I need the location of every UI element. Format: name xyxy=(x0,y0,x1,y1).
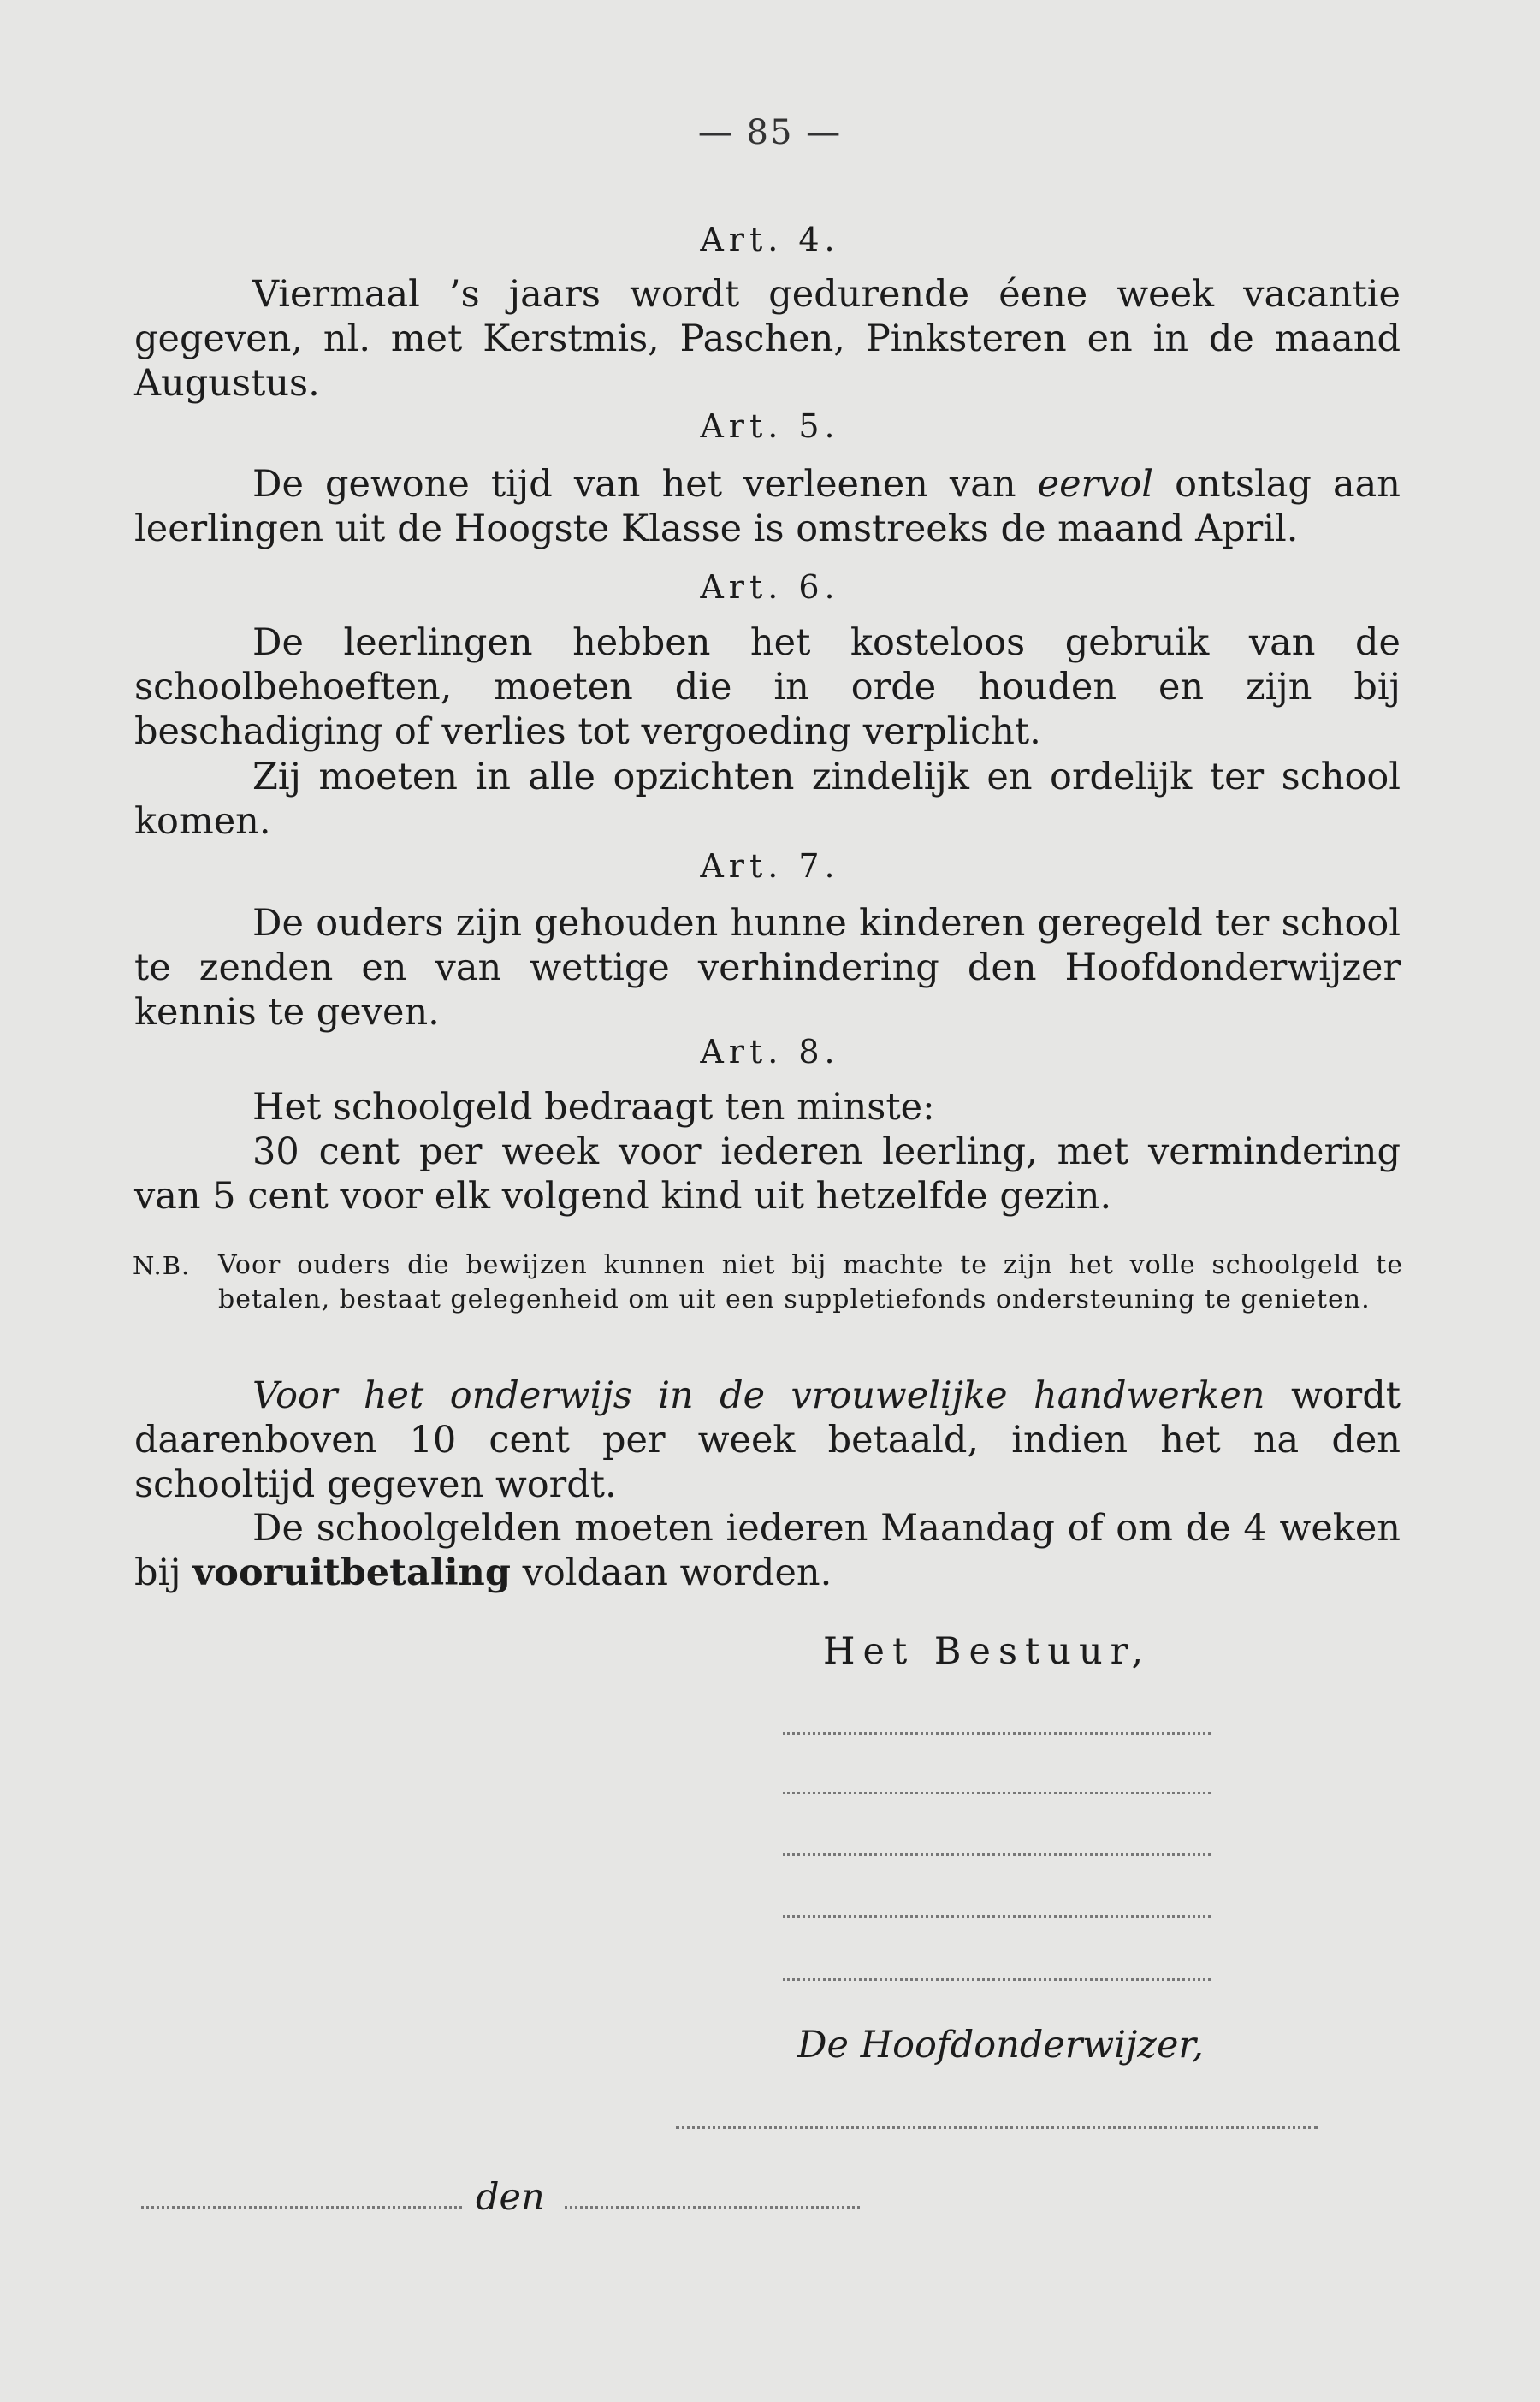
page-number: — 85 — xyxy=(697,113,843,152)
article-6-heading: Art. 6. xyxy=(700,568,840,606)
bestuur-signature-label: Het Bestuur, xyxy=(823,1630,1152,1673)
article-8-paragraph-1: Het schoolgeld bedraagt ten minste: xyxy=(252,1086,935,1129)
article-7-paragraph: De ouders zijn gehouden hunne kinderen geregeld ter school te zenden en van wettige verhindering den Hoofdonderwijzer kennis te geven. xyxy=(134,902,1401,1034)
nb-text: Voor ouders die bewijzen kunnen niet bij machte te zijn het volle schoolgeld te betalen, bestaat gelegenheid om uit een suppletiefonds ondersteuning te genieten. xyxy=(218,1250,1403,1314)
article-5-paragraph: De gewone tijd van het verleenen van eervol ontslag aan leerlingen uit de Hoogste Klasse is omstreeks de maand April. xyxy=(134,463,1401,550)
article-8-heading: Art. 8. xyxy=(700,1033,840,1071)
signature-line-4 xyxy=(783,1915,1211,1918)
signature-line-3 xyxy=(783,1853,1211,1856)
nb-note xyxy=(133,1248,1403,1317)
article-6-paragraph-1: De leerlingen hebben het kosteloos gebruik van de schoolbehoeften, moeten die in orde houden en zijn bij beschadiging of verlies tot vergoeding verplicht. xyxy=(134,621,1401,753)
handwerken-italic: Voor het onderwijs in de vrouwelijke handwerken xyxy=(252,1374,1265,1417)
handwerken-paragraph: Voor het onderwijs in de vrouwelijke handwerken wordt daarenboven 10 cent per week betaald, indien het na den schooltijd gegeven wordt. xyxy=(134,1374,1401,1506)
vooruitbetaling-bold: vooruitbetaling xyxy=(192,1551,511,1594)
date-line xyxy=(565,2206,860,2209)
hoofdonderwijzer-line xyxy=(676,2126,1318,2129)
article-7-heading: Art. 7. xyxy=(700,847,840,885)
article-4-heading: Art. 4. xyxy=(700,221,840,258)
article-6-paragraph-2: Zij moeten in alle opzichten zindelijk en ordelijk ter school komen. xyxy=(134,756,1401,843)
hoofdonderwijzer-signature-label: De Hoofdonderwijzer, xyxy=(797,2024,1204,2067)
schoolgelden-paragraph: De schoolgelden moeten iederen Maandag of om de 4 weken bij vooruitbetaling voldaan worden. xyxy=(134,1507,1401,1594)
article-8-paragraph-2: 30 cent per week voor iederen leerling, met vermindering van 5 cent voor elk volgend kind uit hetzelfde gezin. xyxy=(134,1130,1401,1218)
signature-line-5 xyxy=(783,1978,1211,1981)
article-5-heading: Art. 5. xyxy=(700,407,840,445)
signature-line-2 xyxy=(783,1792,1211,1794)
article-4-paragraph: Viermaal ’s jaars wordt gedurende éene week vacantie gegeven, nl. met Kerstmis, Paschen, Pinksteren en in de maand Augustus. xyxy=(134,273,1401,405)
place-line xyxy=(141,2206,462,2209)
den-label: den xyxy=(476,2176,545,2219)
signature-line-1 xyxy=(783,1732,1211,1735)
nb-label: N.B. xyxy=(133,1251,191,1280)
eervol-italic: eervol xyxy=(1037,463,1154,506)
